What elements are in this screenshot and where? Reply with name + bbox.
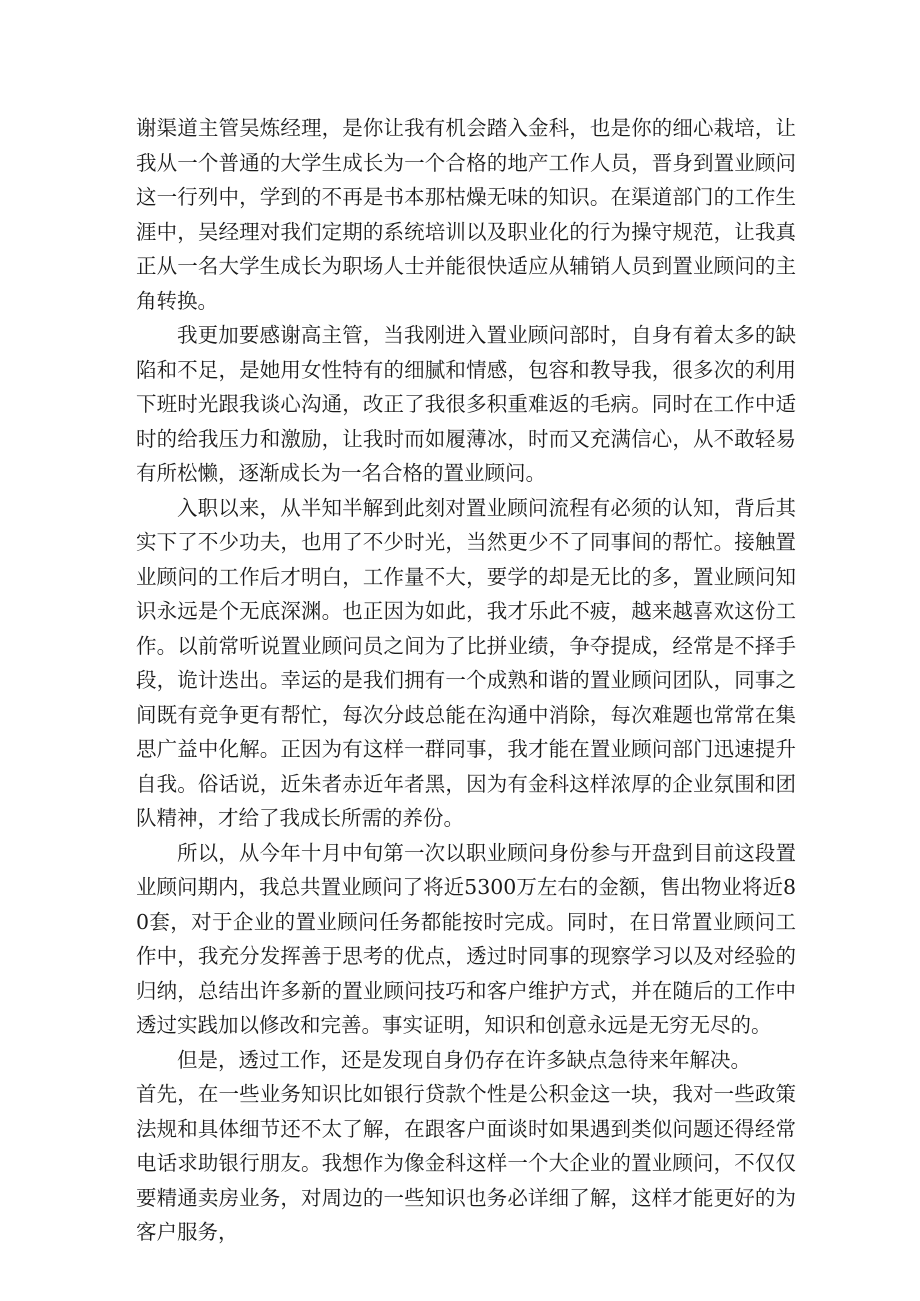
paragraph-sales-results: 所以，从今年十月中旬第一次以职业顾问身份参与开盘到目前这段置业顾问期内，我总共置业顾问了将近5300万左右的金额，售出物业将近80套，对于企业的置业顾问任务都能按时完成。同时，在日常置业顾问工作中，我充分发挥善于思考的优点，透过时同事的现察学习以及对经验的归纳，总结出许多新的置业顾问技巧和客户维护方式，并在随后的工作中透过实践加以修改和完善。事实证明，知识和创意永远是无穷无尽的。 xyxy=(136,840,796,1037)
paragraph-shortcomings: 但是，透过工作，还是发现自身仍存在许多缺点急待来年解决。 xyxy=(177,1047,751,1072)
paragraph-thanks-supervisor: 我更加要感谢高主管，当我刚进入置业顾问部时，自身有着太多的缺陷和不足，是她用女性特有的细腻和情感，包容和教导我，很多次的利用下班时光跟我谈心沟通，改正了我很多积重难返的毛病。同时在工作中适时的给我压力和激励，让我时而如履薄冰，时而又充满信心，从不敢轻易有所松懒，逐渐成长为一名合格的置业顾问。 xyxy=(136,323,796,485)
document-body xyxy=(136,111,796,1250)
paragraph-onboarding: 入职以来，从半知半解到此刻对置业顾问流程有必须的认知，背后其实下了不少功夫，也用了不少时光，当然更少不了同事间的帮忙。接触置业顾问的工作后才明白，工作量不大，要学的却是无比的多，置业顾问知识永远是个无底深渊。也正因为如此，我才乐此不疲，越来越喜欢这份工作。以前常听说置业顾问员之间为了比拼业绩，争夺提成，经常是不择手段，诡计迭出。幸运的是我们拥有一个成熟和谐的置业顾问团队，同事之间既有竞争更有帮忙，每次分歧总能在沟通中消除，每次难题也常常在集思广益中化解。正因为有这样一群同事，我才能在置业顾问部门迅速提升自我。俗话说，近朱者赤近年者黑，因为有金科这样浓厚的企业氛围和团队精神，才给了我成长所需的养份。 xyxy=(136,495,796,830)
paragraph-first-improvement: 首先，在一些业务知识比如银行贷款个性是公积金这一块，我对一些政策法规和具体细节还不太了解，在跟客户面谈时如果遇到类似问题还得经常电话求助银行朋友。我想作为像金科这样一个大企业的置业顾问，不仅仅要精通卖房业务，对周边的一些知识也务必详细了解，这样才能更好的为客户服务， xyxy=(136,1082,796,1244)
paragraph-thanks-channel-manager: 谢渠道主管吴炼经理，是你让我有机会踏入金科，也是你的细心栽培，让我从一个普通的大学生成长为一个合格的地产工作人员，晋身到置业顾问这一行列中，学到的不再是书本那枯燥无味的知识。在渠道部门的工作生涯中，吴经理对我们定期的系统培训以及职业化的行为操守规范，让我真正从一名大学生成长为职场人士并能很快适应从辅销人员到置业顾问的主角转换。 xyxy=(136,116,796,313)
